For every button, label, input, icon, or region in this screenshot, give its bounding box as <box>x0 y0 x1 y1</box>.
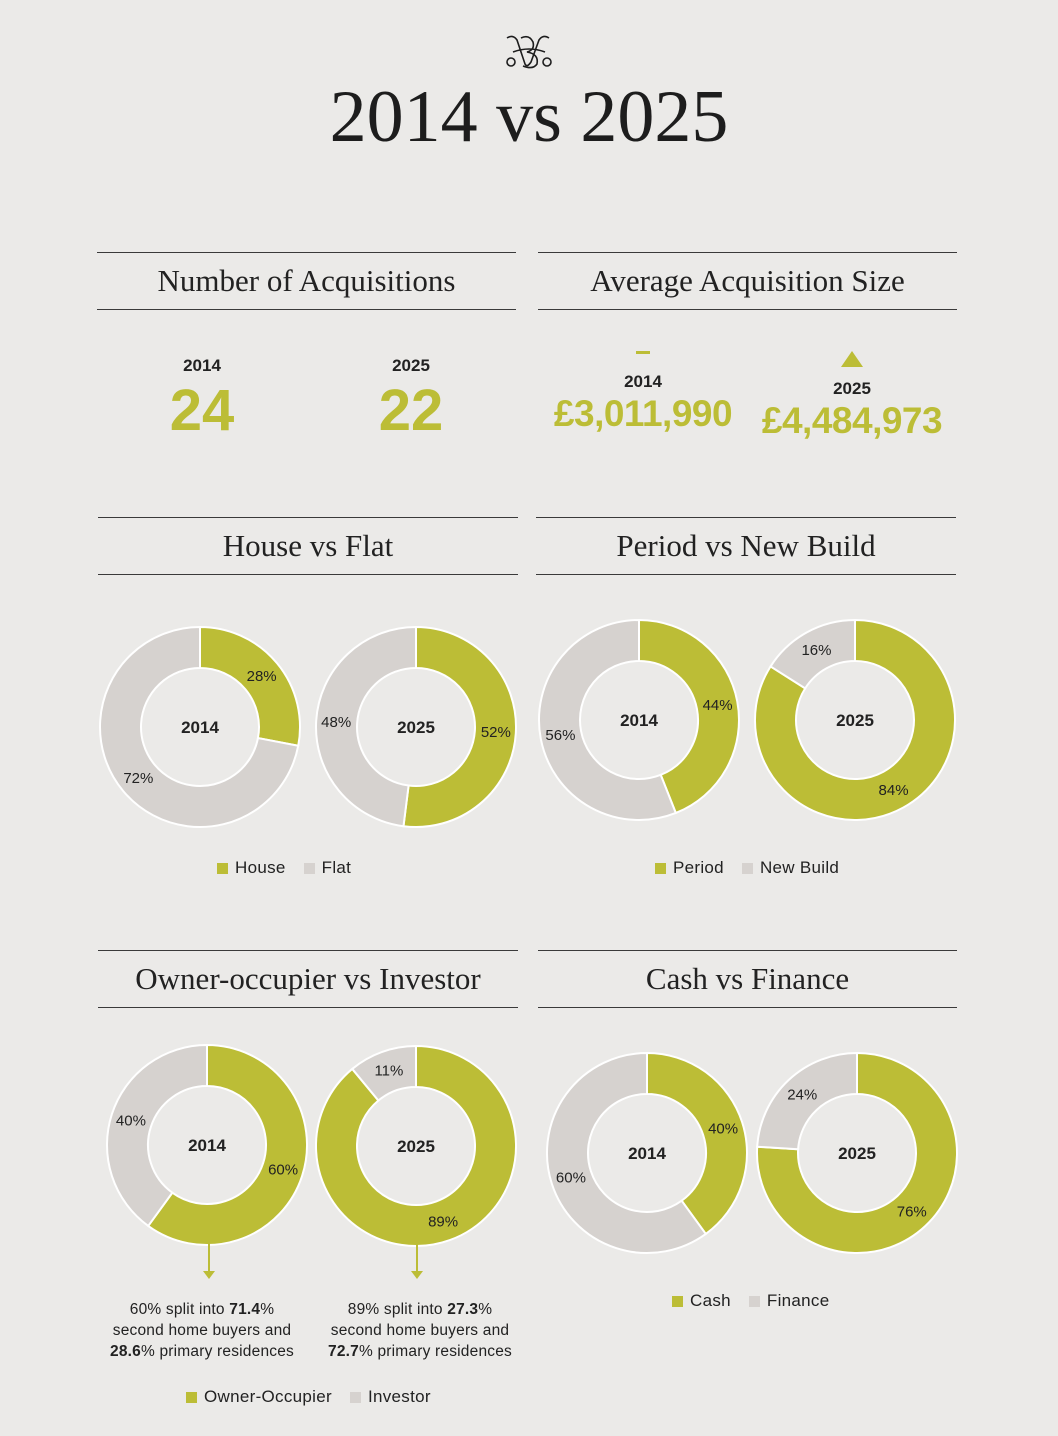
data-label: 16% <box>801 641 832 659</box>
owner-split-note-2025 <box>310 1299 530 1362</box>
avg-size-title: Average Acquisition Size <box>538 252 957 310</box>
stat-year: 2025 <box>833 379 871 398</box>
data-label: 40% <box>115 1112 146 1130</box>
note-text: 89% split into <box>347 1301 448 1318</box>
legend-owner-investor <box>186 1387 431 1407</box>
data-label: 44% <box>702 697 733 715</box>
avg-size-2025 <box>752 351 952 439</box>
legend-swatch <box>304 863 315 874</box>
stat-year: 2025 <box>392 356 430 375</box>
legend-label: Period <box>673 858 724 877</box>
note-text: % <box>478 1301 493 1318</box>
data-label: 48% <box>321 713 352 731</box>
donut-chart <box>100 627 300 827</box>
down-arrow-icon <box>203 1242 215 1280</box>
legend-period-newbuild <box>655 858 839 878</box>
trend-flat-icon <box>636 351 650 354</box>
donut-chart <box>755 620 955 820</box>
legend-item <box>742 858 839 878</box>
stat-year: 2014 <box>624 372 662 391</box>
monogram-logo <box>499 32 559 72</box>
legend-label: Investor <box>367 1387 431 1406</box>
donut-chart <box>547 1053 747 1253</box>
legend-swatch <box>749 1296 760 1307</box>
legend-item <box>186 1387 332 1407</box>
data-label: 72% <box>123 769 154 787</box>
donut-chart <box>757 1053 957 1253</box>
donut-center-year: 2014 <box>188 1136 226 1155</box>
donut-center-year: 2025 <box>838 1144 876 1163</box>
donut-center-year: 2025 <box>397 1137 435 1156</box>
acquisitions-2014 <box>142 356 262 443</box>
legend-swatch <box>742 863 753 874</box>
donut-chart <box>316 1046 516 1246</box>
data-label: 84% <box>878 782 909 800</box>
legend-item <box>655 858 724 878</box>
avg-size-2014 <box>543 351 743 432</box>
legend-item <box>350 1387 431 1407</box>
trend-up-icon <box>841 351 863 367</box>
data-label: 56% <box>545 726 576 744</box>
stat-value: 22 <box>378 378 444 443</box>
data-label: 52% <box>480 724 511 742</box>
note-text: % primary residences <box>358 1343 512 1360</box>
stat-value: 24 <box>169 378 235 443</box>
legend-swatch <box>217 863 228 874</box>
legend-item <box>749 1291 830 1311</box>
stat-value: £3,011,990 <box>553 393 733 434</box>
legend-swatch <box>655 863 666 874</box>
note-value: 28.6 <box>110 1343 141 1360</box>
legend-label: Cash <box>690 1291 731 1310</box>
legend-swatch <box>350 1392 361 1403</box>
acquisitions-2025 <box>351 356 471 443</box>
legend-label: New Build <box>759 858 840 877</box>
acquisitions-title: Number of Acquisitions <box>97 252 516 310</box>
owner-split-note-2014 <box>92 1299 312 1362</box>
legend-label: House <box>235 858 286 877</box>
donut-chart <box>107 1045 307 1245</box>
legend-item <box>217 858 286 878</box>
data-label: 76% <box>896 1203 927 1221</box>
donut-chart <box>539 620 739 820</box>
note-value: 71.4 <box>229 1301 261 1318</box>
legend-swatch <box>672 1296 683 1307</box>
page-title: 2014 vs 2025 <box>329 76 729 158</box>
data-label: 24% <box>787 1086 818 1104</box>
stat-year: 2014 <box>183 356 221 375</box>
donut-center-year: 2014 <box>628 1144 666 1163</box>
legend-label: Finance <box>766 1291 830 1310</box>
legend-swatch <box>186 1392 197 1403</box>
data-label: 89% <box>428 1213 459 1231</box>
period-newbuild-title: Period vs New Build <box>536 517 956 575</box>
legend-item <box>304 858 352 878</box>
owner-investor-title: Owner-occupier vs Investor <box>98 950 518 1008</box>
note-value: 27.3 <box>447 1301 479 1318</box>
note-text: % primary residences <box>140 1343 294 1360</box>
donut-center-year: 2025 <box>397 718 435 737</box>
note-text: 60% split into <box>129 1301 230 1318</box>
note-value: 72.7 <box>328 1343 359 1360</box>
down-arrow-icon <box>411 1242 423 1280</box>
legend-label: Owner-Occupier <box>204 1387 332 1406</box>
cash-finance-title: Cash vs Finance <box>538 950 957 1008</box>
data-label: 11% <box>374 1062 404 1080</box>
legend-house-flat <box>217 858 351 878</box>
note-text: % <box>260 1301 275 1318</box>
donut-chart <box>316 627 516 827</box>
legend-cash-finance <box>672 1291 829 1311</box>
data-label: 40% <box>708 1120 739 1138</box>
legend-label: Flat <box>321 858 352 877</box>
note-text: second home buyers and <box>112 1322 292 1339</box>
house-flat-title: House vs Flat <box>98 517 518 575</box>
data-label: 28% <box>246 668 277 686</box>
legend-item <box>672 1291 731 1311</box>
donut-center-year: 2014 <box>620 711 658 730</box>
donut-center-year: 2025 <box>836 711 874 730</box>
data-label: 60% <box>268 1161 299 1179</box>
data-label: 60% <box>555 1169 586 1187</box>
donut-center-year: 2014 <box>181 718 219 737</box>
stat-value: £4,484,973 <box>761 400 943 441</box>
note-text: second home buyers and <box>330 1322 510 1339</box>
